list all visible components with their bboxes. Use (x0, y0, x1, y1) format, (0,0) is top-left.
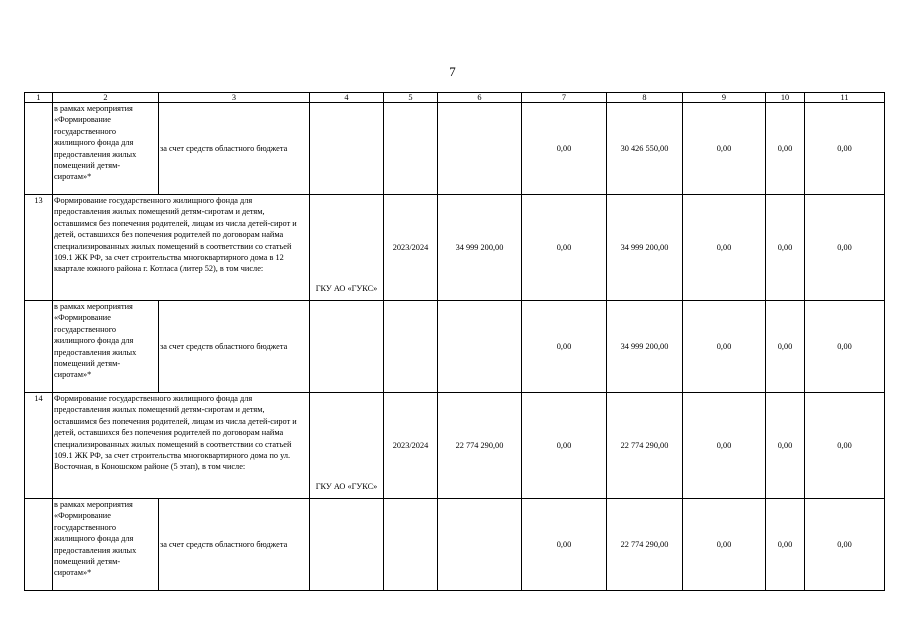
header-cell: 1 (25, 93, 53, 103)
table-row (25, 393, 885, 499)
amount-cell: 34 999 200,00 (438, 195, 522, 301)
period-cell: 2023/2024 (384, 393, 438, 499)
amount-cell: 30 426 550,00 (607, 103, 683, 195)
period-cell: 2023/2024 (384, 195, 438, 301)
page-number: 7 (449, 64, 456, 79)
amount-cell: 22 774 290,00 (607, 393, 683, 499)
amount-cell: 0,00 (805, 103, 885, 195)
amount-cell: 34 999 200,00 (607, 195, 683, 301)
header-cell: 3 (159, 93, 310, 103)
num-cell (25, 301, 53, 393)
table-row (25, 301, 885, 393)
period-cell (384, 301, 438, 393)
funding-source-cell: за счет средств областного бюджета (159, 103, 310, 195)
period-cell (384, 103, 438, 195)
amount-cell: 0,00 (683, 499, 766, 591)
measure-cell: в рамках мероприятия «Формирование государственного жилищного фонда для предоставления жилых помещений детям-сиротам»* (53, 499, 159, 591)
program-table (24, 92, 885, 591)
header-cell: 10 (766, 93, 805, 103)
row-number: 14 (25, 393, 53, 499)
header-cell: 5 (384, 93, 438, 103)
amount-cell: 0,00 (683, 103, 766, 195)
table-row (25, 195, 885, 301)
amount-cell: 0,00 (522, 499, 607, 591)
amount-cell: 0,00 (805, 393, 885, 499)
amount-cell: 22 774 290,00 (607, 499, 683, 591)
amount-cell (438, 103, 522, 195)
amount-cell: 0,00 (805, 301, 885, 393)
measure-cell: в рамках мероприятия «Формирование государственного жилищного фонда для предоставления жилых помещений детям-сиротам»* (53, 301, 159, 393)
funding-source-cell: за счет средств областного бюджета (159, 499, 310, 591)
amount-cell: 0,00 (683, 195, 766, 301)
executor-cell (310, 499, 384, 591)
amount-cell (438, 499, 522, 591)
amount-cell: 0,00 (805, 499, 885, 591)
amount-cell (438, 301, 522, 393)
header-cell: 8 (607, 93, 683, 103)
amount-cell: 0,00 (522, 301, 607, 393)
header-cell: 7 (522, 93, 607, 103)
header-cell: 2 (53, 93, 159, 103)
funding-source-cell: за счет средств областного бюджета (159, 301, 310, 393)
amount-cell: 0,00 (805, 195, 885, 301)
item-description: Формирование государственного жилищного фонда для предоставления жилых помещений детям-сиротам и детям, оставшимся без попечения родителей, лицам из числа детей-сирот и детей, оставшихся без попечения родителей по договорам найма специализированных жилых помещений в соответствии со статьей 109.1 ЖК РФ, за счет строительства многоквартирного дома по ул. Восточная, в Коношском районе (5 этап), в том числе: (53, 393, 310, 499)
header-cell: 11 (805, 93, 885, 103)
row-number: 13 (25, 195, 53, 301)
amount-cell: 0,00 (766, 499, 805, 591)
amount-cell: 0,00 (522, 195, 607, 301)
amount-cell: 0,00 (683, 301, 766, 393)
num-cell (25, 103, 53, 195)
item-description: Формирование государственного жилищного фонда для предоставления жилых помещений детям-сиротам и детям, оставшимся без попечения родителей, лицам из числа детей-сирот и детей, оставшихся без попечения родителей по договорам найма специализированных жилых помещений в соответствии со статьей 109.1 ЖК РФ, за счет строительства многоквартирного дома в 12 квартале южного района г. Котласа (литер 52), в том числе: (53, 195, 310, 301)
executor-cell (310, 301, 384, 393)
amount-cell: 0,00 (522, 103, 607, 195)
amount-cell: 0,00 (683, 393, 766, 499)
table-row (25, 499, 885, 591)
amount-cell: 0,00 (522, 393, 607, 499)
table-row (25, 103, 885, 195)
header-cell: 4 (310, 93, 384, 103)
amount-cell: 0,00 (766, 103, 805, 195)
period-cell (384, 499, 438, 591)
executor-cell: ГКУ АО «ГУКС» (310, 195, 384, 301)
amount-cell: 22 774 290,00 (438, 393, 522, 499)
header-cell: 9 (683, 93, 766, 103)
header-row (25, 93, 885, 103)
amount-cell: 0,00 (766, 393, 805, 499)
executor-cell: ГКУ АО «ГУКС» (310, 393, 384, 499)
measure-cell: в рамках мероприятия «Формирование государственного жилищного фонда для предоставления жилых помещений детям-сиротам»* (53, 103, 159, 195)
amount-cell: 0,00 (766, 195, 805, 301)
amount-cell: 0,00 (766, 301, 805, 393)
executor-cell (310, 103, 384, 195)
amount-cell: 34 999 200,00 (607, 301, 683, 393)
header-cell: 6 (438, 93, 522, 103)
num-cell (25, 499, 53, 591)
